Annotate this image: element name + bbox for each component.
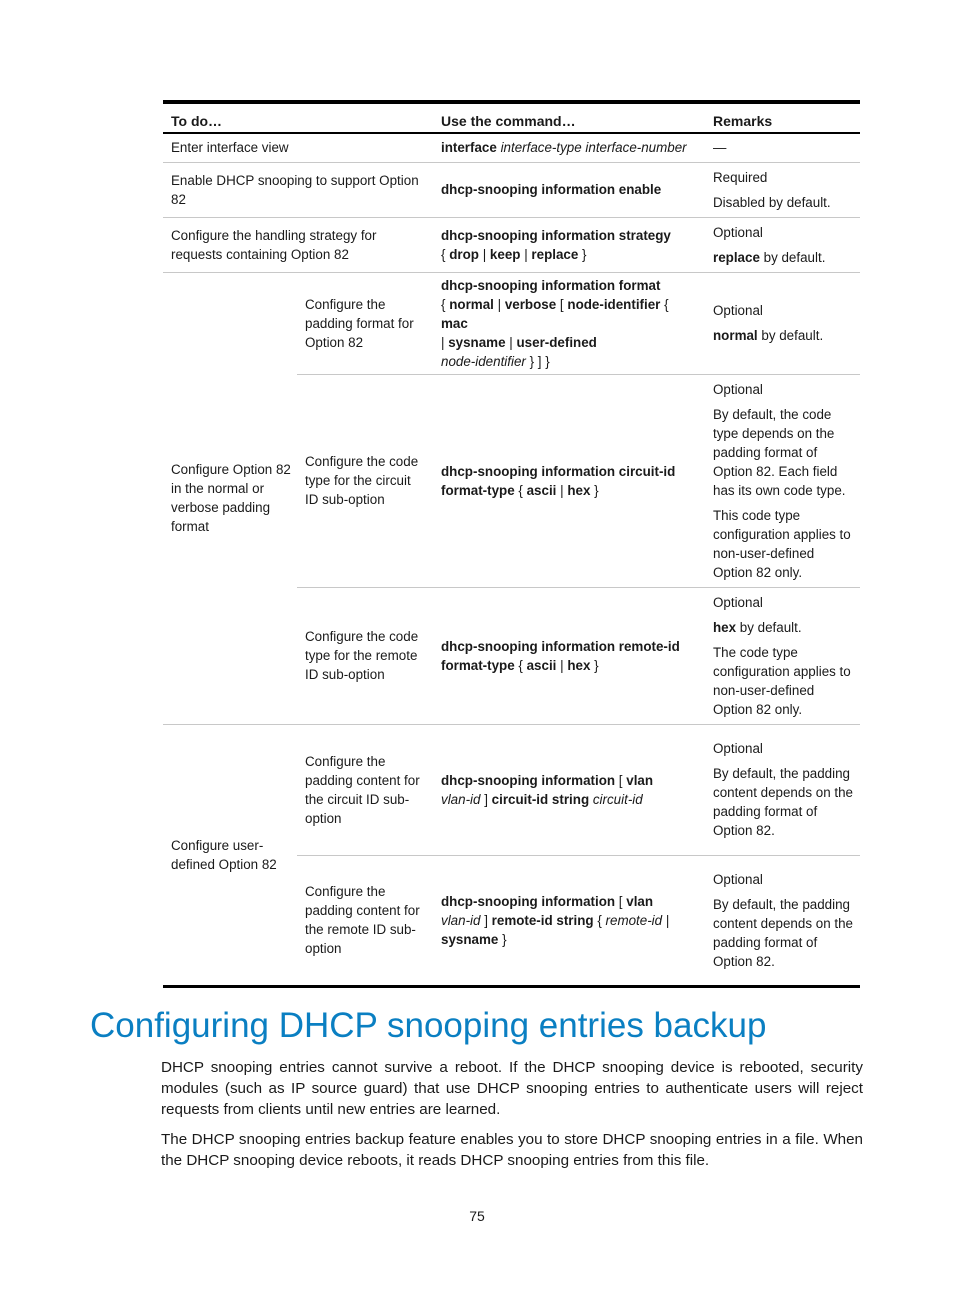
body-paragraph-2: The DHCP snooping entries backup feature enables you to store DHCP snooping entries in a file. When the DHCP snooping device reboots, it reads DHCP snooping entries from this file. — [161, 1131, 863, 1169]
command-table — [163, 100, 860, 988]
table-row — [163, 272, 860, 374]
table-row — [163, 133, 860, 162]
command-cell: dhcp-snooping information [ vlan vlan-id ] circuit-id string circuit-id — [433, 724, 705, 855]
command-cell: dhcp-snooping information strategy { drop | keep | replace } — [433, 217, 705, 272]
header-remarks: Remarks — [705, 102, 860, 133]
command-cell: interface interface-type interface-number — [433, 133, 705, 162]
section-title: Configuring DHCP snooping entries backup — [90, 1006, 767, 1045]
remarks-cell: Optional normal by default. — [705, 272, 860, 374]
remarks-cell: Optional By default, the padding content depends on the padding format of Option 82. — [705, 855, 860, 986]
sub-todo-cell: Configure the padding format for Option 82 — [297, 272, 433, 374]
header-command: Use the command… — [433, 102, 705, 133]
table-row — [163, 724, 860, 855]
remarks-cell: Optional hex by default. The code type configuration applies to non-user-defined Option 82 only. — [705, 587, 860, 724]
todo-cell: Configure the handling strategy for requests containing Option 82 — [163, 217, 433, 272]
header-todo: To do… — [163, 102, 433, 133]
command-cell: dhcp-snooping information enable — [433, 162, 705, 217]
page-number: 75 — [469, 1208, 485, 1224]
table-row — [163, 162, 860, 217]
todo-cell: Enter interface view — [163, 133, 433, 162]
sub-todo-cell: Configure the code type for the remote ID sub-option — [297, 587, 433, 724]
command-cell: dhcp-snooping information circuit-id format-type { ascii | hex } — [433, 374, 705, 587]
table-row — [163, 217, 860, 272]
sub-todo-cell: Configure the code type for the circuit ID sub-option — [297, 374, 433, 587]
remarks-cell: Optional By default, the padding content depends on the padding format of Option 82. — [705, 724, 860, 855]
sub-todo-cell: Configure the padding content for the remote ID sub-option — [297, 855, 433, 986]
command-cell: dhcp-snooping information remote-id format-type { ascii | hex } — [433, 587, 705, 724]
group-todo-cell: Configure Option 82 in the normal or verbose padding format — [163, 272, 297, 724]
group-todo-cell: Configure user-defined Option 82 — [163, 724, 297, 986]
command-cell: dhcp-snooping information format { normal | verbose [ node-identifier { mac | sysname | user-defined node-identifier } ] } — [433, 272, 705, 374]
remarks-cell: Required Disabled by default. — [705, 162, 860, 217]
remarks-cell: Optional By default, the code type depends on the padding format of Option 82. Each field has its own code type. This code type configuration applies to non-user-defined Option 82 only. — [705, 374, 860, 587]
remarks-cell: — — [705, 133, 860, 162]
body-paragraph-1: DHCP snooping entries cannot survive a reboot. If the DHCP snooping device is rebooted, security modules (such as IP source guard) that use DHCP snooping entries to authenticate users will reject requests from clients until new entries are learned. — [161, 1059, 863, 1118]
command-cell: dhcp-snooping information [ vlan vlan-id ] remote-id string { remote-id | sysname } — [433, 855, 705, 986]
table-header-row — [163, 102, 860, 133]
todo-cell: Enable DHCP snooping to support Option 82 — [163, 162, 433, 217]
sub-todo-cell: Configure the padding content for the circuit ID sub-option — [297, 724, 433, 855]
remarks-cell: Optional replace by default. — [705, 217, 860, 272]
